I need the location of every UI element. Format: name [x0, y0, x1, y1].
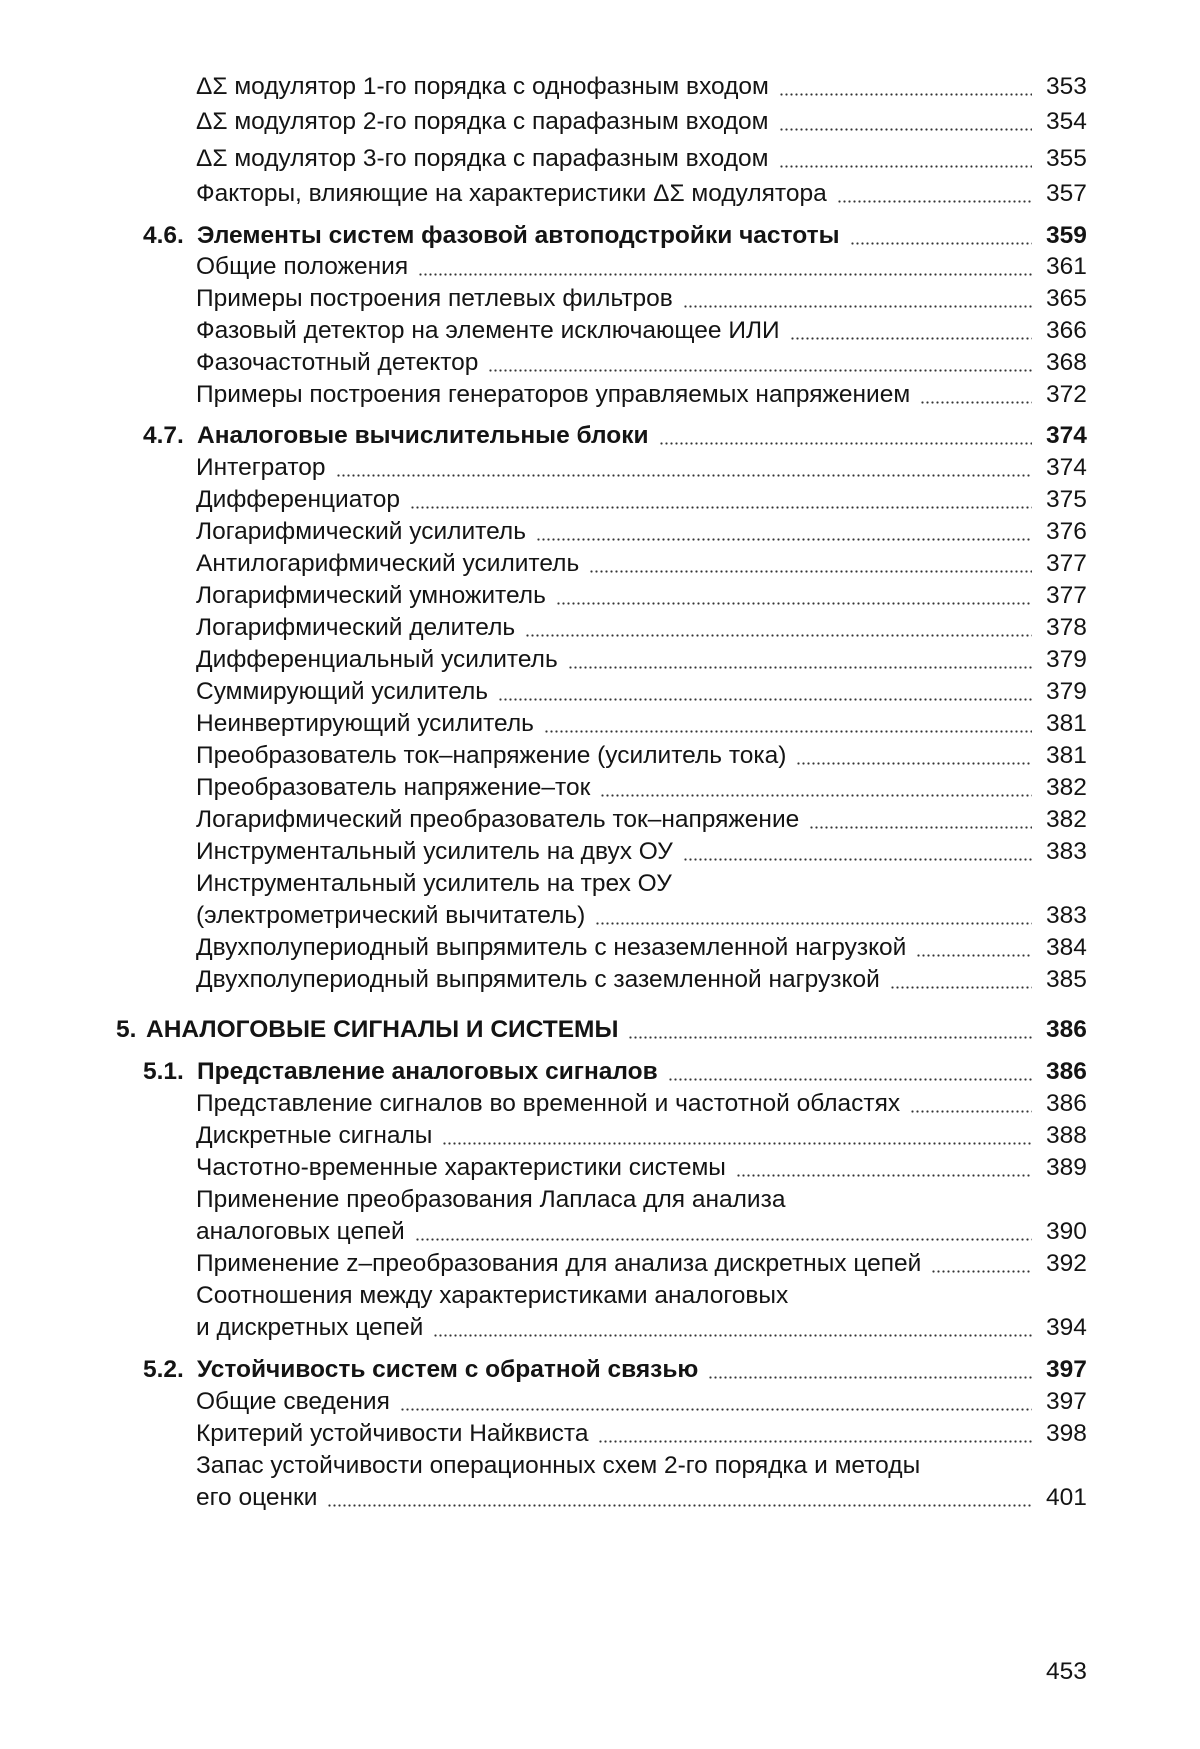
toc-entry-row [0, 547, 1200, 581]
page-ref: 401 [1046, 1484, 1087, 1511]
leader-dots [628, 1036, 1032, 1039]
entry-title: Представление аналоговых сигналов [197, 1058, 658, 1085]
leader-dots [525, 634, 1032, 637]
leader-dots [708, 1376, 1032, 1379]
section-number: 4.7. [143, 422, 184, 449]
toc-heading-row [0, 419, 1200, 453]
entry-title: Общие положения [196, 253, 409, 280]
toc-entry-row [0, 835, 1200, 869]
toc-entry-row [0, 931, 1200, 965]
leader-dots [442, 1142, 1032, 1145]
leader-dots [595, 922, 1032, 925]
leader-dots [910, 1110, 1032, 1113]
page-ref: 384 [1046, 934, 1087, 961]
toc-entry-row [0, 1215, 1200, 1249]
entry-title: АНАЛОГОВЫЕ СИГНАЛЫ И СИСТЕМЫ [146, 1016, 619, 1043]
page-ref: 394 [1046, 1314, 1087, 1341]
leader-dots [433, 1334, 1032, 1337]
entry-title: Фазовый детектор на элементе исключающее ИЛИ [196, 317, 780, 344]
leader-dots [536, 538, 1032, 541]
toc-entry-row [0, 70, 1200, 104]
entry-title: аналоговых цепей [196, 1218, 405, 1245]
leader-dots [779, 128, 1032, 131]
entry-title: Неинвертирующий усилитель [196, 710, 534, 737]
toc-heading-row [0, 219, 1200, 253]
section-number: 5. [116, 1016, 137, 1043]
leader-dots [850, 242, 1032, 245]
leader-dots [683, 305, 1032, 308]
page-ref: 374 [1046, 454, 1087, 481]
leader-dots [796, 762, 1032, 765]
entry-title: и дискретных цепей [196, 1314, 424, 1341]
page-ref: 382 [1046, 774, 1087, 801]
page-ref: 365 [1046, 285, 1087, 312]
page-ref: 359 [1046, 222, 1087, 249]
page-ref: 383 [1046, 902, 1087, 929]
entry-title: Дискретные сигналы [196, 1122, 433, 1149]
leader-dots [659, 442, 1032, 445]
page-ref: 353 [1046, 73, 1087, 100]
page-ref: 376 [1046, 518, 1087, 545]
page-ref: 386 [1046, 1016, 1087, 1043]
toc-entry-row [0, 515, 1200, 549]
entry-title: Логарифмический усилитель [196, 518, 526, 545]
entry-title: Логарифмический преобразователь ток–напряжение [196, 806, 800, 833]
entry-title: Инструментальный усилитель на трех ОУ [196, 870, 672, 897]
toc-entry-row [0, 483, 1200, 517]
toc-entry-row [0, 451, 1200, 485]
page-ref: 381 [1046, 742, 1087, 769]
page-ref: 386 [1046, 1058, 1087, 1085]
entry-title: Элементы систем фазовой автоподстройки частоты [197, 222, 840, 249]
toc-entry-row [0, 1247, 1200, 1281]
toc-entry-row [0, 579, 1200, 613]
toc-entry-row [0, 1279, 1200, 1313]
toc-heading-row [0, 1055, 1200, 1089]
entry-title: Дифференциальный усилитель [196, 646, 558, 673]
page-ref: 389 [1046, 1154, 1087, 1181]
entry-title: Интегратор [196, 454, 326, 481]
leader-dots [544, 730, 1032, 733]
leader-dots [916, 954, 1032, 957]
leader-dots [415, 1238, 1032, 1241]
section-number: 5.2. [143, 1356, 184, 1383]
leader-dots [410, 506, 1032, 509]
toc-entry-row [0, 177, 1200, 211]
toc-entry-row [0, 105, 1200, 139]
page-ref: 366 [1046, 317, 1087, 344]
toc-entry-row [0, 771, 1200, 805]
toc-entry-row [0, 314, 1200, 348]
section-number: 5.1. [143, 1058, 184, 1085]
toc-entry-row [0, 1311, 1200, 1345]
entry-title: Дифференциатор [196, 486, 401, 513]
toc-heading-row [0, 1353, 1200, 1387]
leader-dots [400, 1408, 1032, 1411]
toc-entry-row [0, 675, 1200, 709]
entry-title: Двухполупериодный выпрямитель с заземленной нагрузкой [196, 966, 880, 993]
toc-entry-row [0, 707, 1200, 741]
page-ref: 354 [1046, 108, 1087, 135]
toc-entry-row [0, 1151, 1200, 1185]
entry-title: Логарифмический делитель [196, 614, 516, 641]
entry-title: Представление сигналов во временной и частотной областях [196, 1090, 901, 1117]
page-number: 453 [1046, 1658, 1087, 1685]
entry-title: (электрометрический вычитатель) [196, 902, 586, 929]
entry-title: Преобразователь ток–напряжение (усилитель тока) [196, 742, 787, 769]
page-ref: 355 [1046, 145, 1087, 172]
page-ref: 377 [1046, 550, 1087, 577]
entry-title: Запас устойчивости операционных схем 2-го порядка и методы [196, 1452, 921, 1479]
page-ref: 388 [1046, 1122, 1087, 1149]
entry-title: Применение z–преобразования для анализа дискретных цепей [196, 1250, 922, 1277]
leader-dots [931, 1270, 1032, 1273]
entry-title: Применение преобразования Лапласа для анализа [196, 1186, 786, 1213]
toc-entry-row [0, 1417, 1200, 1451]
entry-title: Логарифмический умножитель [196, 582, 546, 609]
toc-entry-row [0, 378, 1200, 412]
entry-title: Аналоговые вычислительные блоки [197, 422, 649, 449]
page-ref: 374 [1046, 422, 1087, 449]
leader-dots [890, 986, 1032, 989]
entry-title: Антилогарифмический усилитель [196, 550, 580, 577]
leader-dots [418, 273, 1032, 276]
leader-dots [598, 1440, 1032, 1443]
leader-dots [920, 401, 1032, 404]
leader-dots [327, 1504, 1032, 1507]
toc-entry-row [0, 963, 1200, 997]
toc-entry-row [0, 1087, 1200, 1121]
entry-title: Примеры построения генераторов управляемых напряжением [196, 381, 911, 408]
page-ref: 390 [1046, 1218, 1087, 1245]
entry-title: ΔΣ модулятор 3-го порядка с парафазным входом [196, 145, 769, 172]
page-ref: 392 [1046, 1250, 1087, 1277]
leader-dots [488, 369, 1032, 372]
entry-title: Соотношения между характеристиками аналоговых [196, 1282, 789, 1309]
entry-title: ΔΣ модулятор 1-го порядка с однофазным входом [196, 73, 769, 100]
page-ref: 382 [1046, 806, 1087, 833]
page-ref: 368 [1046, 349, 1087, 376]
toc-entry-row [0, 1183, 1200, 1217]
page-ref: 377 [1046, 582, 1087, 609]
entry-title: Инструментальный усилитель на двух ОУ [196, 838, 673, 865]
leader-dots [779, 93, 1032, 96]
page-ref: 385 [1046, 966, 1087, 993]
toc-entry-row [0, 346, 1200, 380]
entry-title: Частотно-временные характеристики системы [196, 1154, 726, 1181]
leader-dots [568, 666, 1032, 669]
toc-entry-row [0, 739, 1200, 773]
page-ref: 397 [1046, 1388, 1087, 1415]
toc-entry-row [0, 1385, 1200, 1419]
toc-entry-row [0, 899, 1200, 933]
page-ref: 375 [1046, 486, 1087, 513]
toc-entry-row [0, 282, 1200, 316]
page-ref: 378 [1046, 614, 1087, 641]
toc-entry-row [0, 1481, 1200, 1515]
entry-title: Преобразователь напряжение–ток [196, 774, 591, 801]
toc-entry-row [0, 643, 1200, 677]
page-ref: 361 [1046, 253, 1087, 280]
page-ref: 381 [1046, 710, 1087, 737]
toc-entry-row [0, 142, 1200, 176]
toc-entry-row [0, 1449, 1200, 1483]
leader-dots [790, 337, 1032, 340]
page-ref: 372 [1046, 381, 1087, 408]
toc-entry-row [0, 611, 1200, 645]
entry-title: Примеры построения петлевых фильтров [196, 285, 673, 312]
page-ref: 357 [1046, 180, 1087, 207]
entry-title: Фазочастотный детектор [196, 349, 479, 376]
page-ref: 386 [1046, 1090, 1087, 1117]
leader-dots [683, 858, 1032, 861]
entry-title: Общие сведения [196, 1388, 390, 1415]
leader-dots [837, 200, 1032, 203]
leader-dots [809, 826, 1032, 829]
toc-entry-row [0, 867, 1200, 901]
toc-entry-row [0, 250, 1200, 284]
leader-dots [589, 570, 1032, 573]
toc-entry-row [0, 803, 1200, 837]
entry-title: ΔΣ модулятор 2-го порядка с парафазным входом [196, 108, 769, 135]
leader-dots [736, 1174, 1032, 1177]
page-ref: 379 [1046, 678, 1087, 705]
leader-dots [668, 1078, 1032, 1081]
leader-dots [336, 474, 1032, 477]
entry-title: Критерий устойчивости Найквиста [196, 1420, 589, 1447]
leader-dots [498, 698, 1032, 701]
entry-title: Устойчивость систем с обратной связью [197, 1356, 699, 1383]
toc-heading-row [0, 1013, 1200, 1047]
page-ref: 398 [1046, 1420, 1087, 1447]
page-ref: 379 [1046, 646, 1087, 673]
leader-dots [779, 165, 1032, 168]
page-ref: 397 [1046, 1356, 1087, 1383]
entry-title: его оценки [196, 1484, 318, 1511]
leader-dots [600, 794, 1032, 797]
entry-title: Факторы, влияющие на характеристики ΔΣ модулятора [196, 180, 827, 207]
section-number: 4.6. [143, 222, 184, 249]
leader-dots [556, 602, 1032, 605]
toc-entry-row [0, 1119, 1200, 1153]
entry-title: Суммирующий усилитель [196, 678, 489, 705]
page-ref: 383 [1046, 838, 1087, 865]
entry-title: Двухполупериодный выпрямитель с незаземленной нагрузкой [196, 934, 907, 961]
